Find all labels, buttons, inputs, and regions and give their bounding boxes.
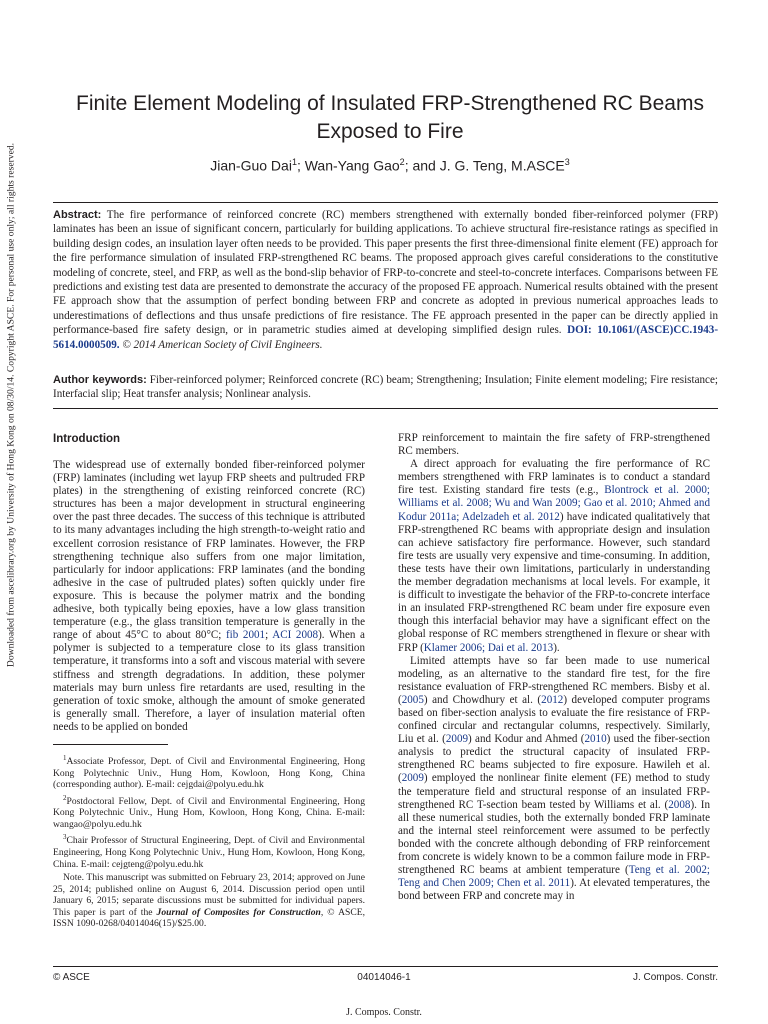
paragraph-text: ) developed computer programs based on fiber-section analysis to evaluate the fire resistance of FRP-confined circular and rectangular columns, respectively. Similarly, Liu et al. ( (398, 693, 710, 746)
author-affiliation-marker: 2 (399, 157, 405, 167)
right-column (398, 432, 710, 903)
citation-link[interactable]: Klamer 2006; Dai et al. 2013 (423, 641, 554, 654)
body-paragraph (398, 458, 710, 654)
footnote-rule (53, 744, 168, 745)
abstract-label: Abstract: (53, 209, 102, 221)
note-text: Note. This manuscript was submitted on February 23, 2014; approved on June 25, 2014; published online on August 6, 2014. Discussion period open until January 6, 2015; separate discussions must be submitted for individual papers. This paper is part of the (53, 872, 365, 918)
citation-link[interactable]: 2005 (401, 693, 424, 706)
abstract-top-rule (53, 202, 718, 203)
paragraph-text: ) used the fiber-section analysis to predict the structural capacity of insulated FRP-strengthened RC beams subjected to fire exposure. Hawileh et al. ( (398, 733, 710, 785)
abstract-copyright: © 2014 American Society of Civil Engineers. (122, 338, 323, 351)
paragraph-text: ). (553, 641, 560, 654)
footnote-marker: 3 (63, 833, 67, 842)
keywords-text: Fiber-reinforced polymer; Reinforced concrete (RC) beam; Strengthening; Insulation; Finite element modeling; Fire resistance; Interfacial slip; Heat transfer analysis; Nonlinear analysis. (53, 374, 718, 401)
footer-article-number: 04014046-1 (357, 972, 411, 983)
keywords-label: Author keywords: (53, 374, 147, 386)
citation-link[interactable]: 2008 (668, 798, 691, 811)
doi-link[interactable]: 10.1061/(ASCE)CC.1943-5614.0000509. (53, 324, 719, 351)
paragraph-text: ) and Chowdhury et al. ( (423, 693, 542, 706)
paragraph-text: Limited attempts have so far been made to use numerical modeling, as an alternative to the standard fire test, for the fire resistance evaluation of FRP-strengthened RC members. Bisby et al. ( (398, 654, 710, 706)
page-bottom-label: J. Compos. Constr. (346, 1007, 422, 1018)
footnote (53, 793, 365, 831)
body-paragraph: The widespread use of externally bonded fiber-reinforced polymer (FRP) laminates (including wet layup FRP sheets and pultruded FRP plates) in the strengthening of existing reinforced concrete (RC) structures has been a major development in structural engineering over the past three decades. The success of this technique is attributed to its many advantages including the high strength-to-weight ratio and excellent corrosion resistance of FRP laminates. However, the FRP strengthening technique also suffers from one major limitation, particularly for indoor applications: FRP laminates (and the bonding adhesive in the case of pultruded plates) soften quickly under fire exposure. This is because the polymer matrix and the bonding adhesive, both typically being epoxies, have a low glass transition temperature (e.g., the glass transition temperature is generally in the range of about 45°C to about 80°C; fib 2001; ACI 2008). When a polymer is subjected to a temperature close to its glass transition temperature, it transforms into a soft and viscous material with severe stiffness and strength degradations. In addition, these polymer materials may burn unless fire retardants are used, resulting in the generation of toxic smoke, although the amount of smoke generated is generally small. Therefore, a layer of insulation material often needs to be applied on bonded (53, 459, 365, 733)
paragraph-text: ). In all these numerical studies, both the externally bonded FRP laminate and the internal steel reinforcement were assumed to be perfectly bonded with the concrete although debonding of FRP reinforcement from concrete is widely known to be a common failure mode in FRP-strengthened RC beams at ambient temperature ( (398, 798, 710, 877)
paragraph-text: ) have indicated qualitatively that FRP-strengthened RC beams with appropriate design and insulation can achieve satisfactory fire performance. However, such standard fire tests are usually very expensive and time-consuming. In addition, these tests have their own limitations, particularly in understanding the member degradation mechanisms at local levels. For example, it is difficult to investigate the behavior of the FRP-to-concrete interface in an insulated FRP-strengthened RC beam under fire exposure even though this interfacial behavior may have a significant effect on the global response of RC members strengthened in flexure or shear with FRP ( (398, 510, 710, 654)
footnote-marker: 1 (63, 753, 67, 762)
citation-link[interactable]: fib 2001 (225, 629, 266, 642)
doi-label: DOI: (567, 324, 592, 337)
submission-note (53, 872, 365, 930)
citation-link[interactable]: ACI 2008 (272, 629, 319, 642)
footnote-marker: 2 (63, 793, 67, 802)
author-name: J. G. Teng, M.ASCE (439, 157, 565, 174)
citation-link[interactable]: 2010 (584, 733, 607, 746)
citation-link[interactable]: 2009 (401, 772, 424, 785)
footnote-text: Associate Professor, Dept. of Civil and Environmental Engineering, Hong Kong Polytechnic Univ., Hung Hom, Kowloon, Hong Kong, China (corresponding author). E-mail: cejgdai@polyu.edu.hk (53, 756, 365, 791)
author-name: Jian-Guo Dai (210, 157, 292, 174)
author-separator: ; and (404, 157, 440, 174)
abstract-text: The fire performance of reinforced concrete (RC) members strengthened with externally bonded fiber-reinforced polymer (FRP) laminates has been an issue of significant concern, particularly for building applications. To achieve structural fire-resistance ratings as specified in building design codes, an insulation layer often needs to be provided. This paper presents the first three-dimensional finite element (FE) approach for the fire performance simulation of insulated FRP-strengthened RC beams. The proposed approach gives careful considerations to the constitutive modeling of concrete, steel, and FRP, as well as the bond-slip behavior of FRP-to-concrete and steel-to-concrete interfaces. Comparisons between FE predictions and existing test data are presented to demonstrate the accuracy of the proposed FE approach. Numerical results obtained with the present FE approach show that the assumption of perfect bonding between FRP and concrete as adopted in previous numerical approaches leads to underestimations of deflections and thus unsafe predictions of fire resistance. The FE approach presented in the paper can be directly applied in performance-based fire safety design, or in parametric studies aimed at developing simplified design rules. (53, 209, 718, 337)
keywords-bottom-rule (53, 408, 718, 409)
paper-title: Finite Element Modeling of Insulated FRP-Strengthened RC Beams Exposed to Fire (76, 92, 704, 143)
author-affiliation-marker: 3 (564, 157, 570, 167)
keywords-block (53, 373, 718, 402)
footnotes (53, 753, 365, 930)
author-name: Wan-Yang Gao (304, 157, 400, 174)
note-text-tail: , © ASCE, ISSN 1090-0268/04014046(15)/$25.00. (53, 906, 365, 930)
footnote (53, 753, 365, 791)
download-sidebar (0, 0, 22, 760)
citation-link[interactable]: Teng et al. 2002; Teng and Chen 2009; Chen et al. 2011 (398, 864, 710, 890)
author-list (60, 157, 720, 174)
author-separator: ; (296, 157, 305, 174)
paragraph-text: A direct approach for evaluating the fire performance of RC members strengthened with FRP laminates is to conduct a standard fire test. Existing standard fire tests (e.g., (398, 458, 710, 497)
footnote-text: Postdoctoral Fellow, Dept. of Civil and Environmental Engineering, Hong Kong Polytechnic Univ., Hung Hom, Kowloon, Hong Kong, China. E-mail: wangao@polyu.edu.hk (53, 795, 365, 830)
journal-name: Journal of Composites for Construction (156, 906, 321, 918)
citation-link[interactable]: 2009 (445, 733, 469, 746)
citation-link[interactable]: Blontrock et al. 2000; Williams et al. 2008; Wu and Wan 2009; Gao et al. 2010; Ahmed and Kodur 2011a; Adelzadeh et al. 2012 (398, 484, 710, 523)
footer-journal-abbrev: J. Compos. Constr. (632, 972, 718, 983)
citation-link[interactable]: 2012 (541, 693, 564, 706)
body-paragraph (398, 655, 710, 904)
footnote-text: Chair Professor of Structural Engineering, Dept. of Civil and Environmental Engineering, Hong Kong Polytechnic Univ., Hung Hom, Kowloon, Hong Kong, China. E-mail: cejgteng@polyu.edu.hk (53, 835, 365, 870)
paragraph-text: ) employed the nonlinear finite element (FE) method to study the temperature field and structural response of an insulated FRP-strengthened RC T-section beam tested by Williams et al. ( (398, 772, 710, 811)
paragraph-text: ). At elevated temperatures, the bond between FRP and concrete may in (398, 877, 710, 903)
footer-rule (53, 966, 718, 967)
author-affiliation-marker: 1 (291, 157, 297, 167)
paragraph-text: ) and Kodur and Ahmed ( (468, 733, 585, 746)
paragraph-text: ). When a polymer is subjected to a temperature close to its glass transition temperature, it transforms into a soft and viscous material with severe stiffness and strength degradations. In addition, these polymer materials may burn unless fire retardants are used, resulting in the generation of toxic smoke, although the amount of smoke generated is generally small. Therefore, a layer of insulation material often needs to be applied on bonded (53, 629, 365, 733)
download-notice: Downloaded from ascelibrary.org by University of Hong Kong on 08/30/14. Copyright ASCE. For personal use only; all rights reserved. (5, 142, 17, 668)
abstract-block (53, 208, 718, 352)
footnote (53, 832, 365, 870)
body-paragraph: FRP reinforcement to maintain the fire safety of FRP-strengthened RC members. (398, 432, 710, 458)
left-column (53, 432, 365, 932)
section-heading-introduction: Introduction (53, 433, 121, 445)
footer-publisher: © ASCE (53, 972, 90, 983)
paragraph-text: The widespread use of externally bonded fiber-reinforced polymer (FRP) laminates (including wet layup FRP sheets and pultruded FRP plates) in the strengthening of existing reinforced concrete (RC) structures has been a major development in structural engineering over the past three decades. The success of this technique is attributed to its many advantages including the high strength-to-weight ratio and excellent corrosion resistance of FRP laminates. However, the FRP strengthening technique also suffers from one major limitation, particularly for indoor applications: FRP laminates (and the bonding adhesive in the case of pultruded plates) soften quickly under fire exposure. This is because the polymer matrix and the bonding adhesive, both typically being epoxies, have a low glass transition temperature (e.g., the glass transition temperature is generally in the range of about 45°C to about 80°C; (53, 459, 365, 642)
